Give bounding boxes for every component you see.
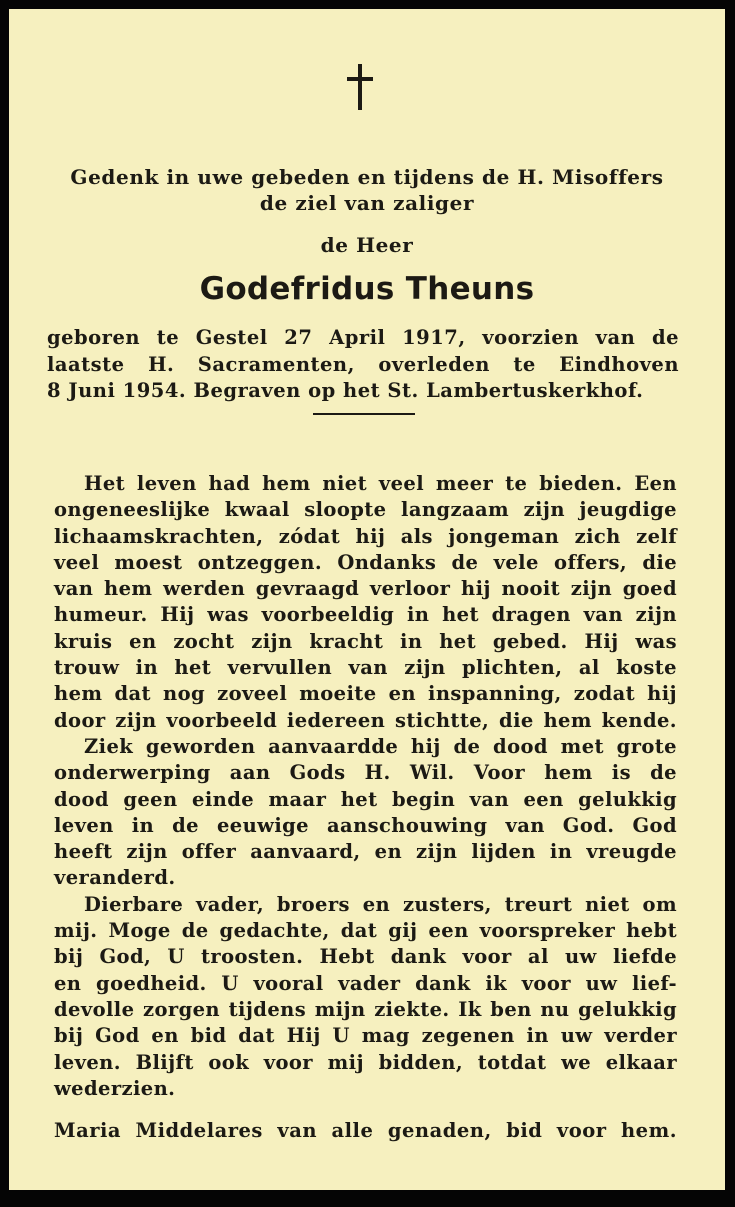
body-line: bij God, U troosten. Hebt dank voor al uw liefde bbox=[54, 945, 677, 969]
body-line: Het leven had hem niet veel meer te bieden. Een bbox=[84, 472, 677, 495]
body-line: humeur. Hij was voorbeeldig in het dragen van zijn bbox=[54, 603, 677, 627]
body-line: devolle zorgen tijdens mijn ziekte. Ik ben nu gelukkig bbox=[54, 997, 677, 1021]
body-line: bij God en bid dat Hij U mag zegenen in uw verder bbox=[54, 1024, 677, 1048]
divider bbox=[313, 413, 415, 415]
bio-line: laatste H. Sacramenten, overleden te Eindhoven bbox=[47, 352, 679, 376]
body-line: veranderd. bbox=[54, 866, 176, 890]
body-line: veel moest ontzeggen. Ondanks de vele offers, die bbox=[54, 550, 677, 574]
bio-paragraph bbox=[47, 325, 679, 405]
body-line: leven in de eeuwige aanschouwing van God. God bbox=[54, 813, 677, 837]
deceased-name: Godefridus Theuns bbox=[199, 271, 535, 307]
body-line: leven. Blijft ook voor mij bidden, totdat we elkaar bbox=[54, 1050, 677, 1074]
intro-line-1: Gedenk in uwe gebeden en tijdens de H. Misoffers bbox=[70, 165, 664, 189]
body-line: Ziek geworden aanvaardde hij de dood met grote bbox=[84, 734, 677, 758]
title-prefix: de Heer bbox=[320, 233, 414, 257]
bio-line: geboren te Gestel 27 April 1917, voorzien van de bbox=[47, 326, 679, 349]
body-line: onderwerping aan Gods H. Wil. Voor hem is de bbox=[54, 761, 677, 785]
body-line: hem dat nog zoveel moeite en inspanning, zodat hij bbox=[54, 682, 677, 706]
body-line: dood geen einde maar het begin van een gelukkig bbox=[54, 787, 677, 811]
bio-line: 8 Juni 1954. Begraven op het St. Lambertuskerkhof. bbox=[47, 379, 644, 402]
body-line: lichaamskrachten, zódat hij als jongeman zich zelf bbox=[54, 524, 677, 548]
body-text bbox=[54, 471, 677, 1102]
body-line: ongeneeslijke kwaal sloopte langzaam zijn jeugdige bbox=[54, 498, 677, 522]
cross-icon bbox=[347, 64, 373, 112]
closing-prayer: Maria Middelares van alle genaden, bid voor hem. bbox=[54, 1119, 677, 1142]
intro-line-2: de ziel van zaliger bbox=[259, 191, 475, 215]
body-line: van hem werden gevraagd verloor hij nooit zijn goed bbox=[54, 577, 677, 601]
memorial-card bbox=[9, 9, 725, 1190]
body-line: en goedheid. U vooral vader dank ik voor uw lief- bbox=[54, 971, 677, 995]
body-line: kruis en zocht zijn kracht in het gebed. Hij was bbox=[54, 629, 677, 653]
body-line: heeft zijn offer aanvaard, en zijn lijden in vreugde bbox=[54, 840, 677, 864]
body-line: trouw in het vervullen van zijn plichten, al koste bbox=[54, 656, 677, 680]
body-line: mij. Moge de gedachte, dat gij een voorspreker hebt bbox=[54, 919, 677, 943]
body-line: Dierbare vader, broers en zusters, treurt niet om bbox=[84, 892, 677, 916]
body-line: door zijn voorbeeld iedereen stichtte, die hem kende. bbox=[54, 708, 677, 732]
body-line: wederzien. bbox=[54, 1076, 176, 1100]
